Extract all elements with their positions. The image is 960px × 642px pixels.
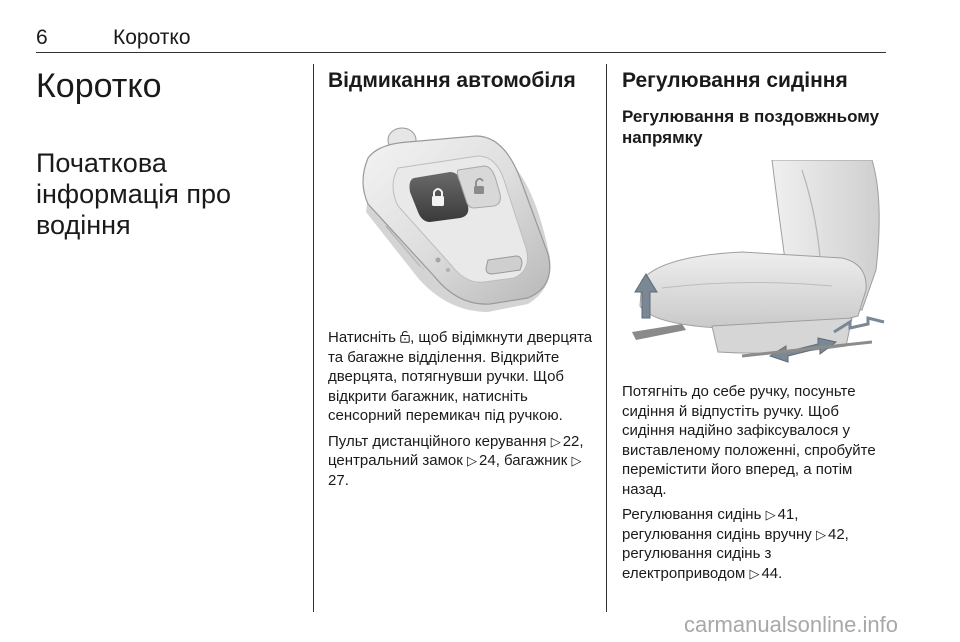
longitudinal-subheading: Регулювання в поздовжньому напрямку	[622, 107, 880, 147]
seat-adjustment-heading: Регулювання сидіння	[622, 69, 848, 92]
seat-adjustment-illustration	[622, 160, 886, 370]
page-header	[36, 26, 886, 52]
ref-text-4: .	[344, 471, 349, 489]
page-reference[interactable]: 27	[328, 471, 345, 489]
column-divider-1	[313, 64, 314, 612]
column-2	[328, 60, 596, 490]
reference-arrow-icon: ▷	[550, 433, 561, 449]
chapter-title: Коротко	[36, 67, 162, 105]
unlock-text-start: Натисніть	[328, 329, 396, 346]
page-reference[interactable]: 24	[479, 452, 496, 469]
ref-text-2: , центральний замок	[328, 432, 584, 469]
ref-text-3: , регулювання сидінь з електроприводом	[622, 525, 849, 582]
car-key-fob-illustration	[328, 108, 592, 316]
ref-text-4: .	[778, 564, 783, 582]
reference-arrow-icon: ▷	[765, 507, 776, 522]
watermark: carmanualsonline.info	[683, 612, 898, 637]
page-number: 6	[36, 26, 48, 49]
seat-references	[622, 505, 888, 583]
ref-text-3: , багажник	[495, 452, 568, 469]
column-divider-2	[606, 64, 607, 612]
ref-text-2: , регулювання сидінь вручну	[622, 506, 812, 543]
header-rule	[36, 52, 886, 53]
unlock-text-end: , щоб відімкнути дверцята та багажне відділення. Відкрийте дверцята, потягнувши ручки. Щоб відкрити багажник, натисніть сенсорний перемикач під ручкою.	[328, 329, 593, 424]
ref-text-1: Регулювання сидінь	[622, 506, 762, 523]
reference-arrow-icon: ▷	[467, 453, 477, 468]
unlock-references	[328, 432, 596, 491]
page-reference[interactable]: 41	[777, 506, 795, 523]
column-1	[36, 60, 306, 241]
reference-arrow-icon: ▷	[571, 453, 582, 468]
key-fob-svg	[328, 108, 592, 316]
page-reference[interactable]: 42	[827, 525, 845, 543]
ref-text-1: Пульт дистанційного керування	[328, 432, 547, 450]
running-title: Коротко	[113, 26, 191, 49]
unlock-instructions	[328, 328, 596, 426]
unlock-icon	[400, 330, 410, 343]
unlocking-heading: Відмикання автомобіля	[328, 69, 576, 92]
section-title: Початкова інформація про водіння	[36, 148, 231, 240]
reference-arrow-icon: ▷	[749, 565, 760, 581]
seat-instructions: Потягніть до себе ручку, посуньте сидіння й відпустіть ручку. Щоб сидіння надійно зафіксувалося у виставленому положенні, спробуйте перемістити його вперед, а потім назад.	[622, 383, 876, 498]
seat-svg	[622, 160, 886, 370]
page-reference[interactable]: 22	[562, 432, 580, 450]
column-3	[622, 60, 888, 583]
reference-arrow-icon: ▷	[815, 526, 826, 542]
page-reference[interactable]: 44	[761, 564, 779, 582]
